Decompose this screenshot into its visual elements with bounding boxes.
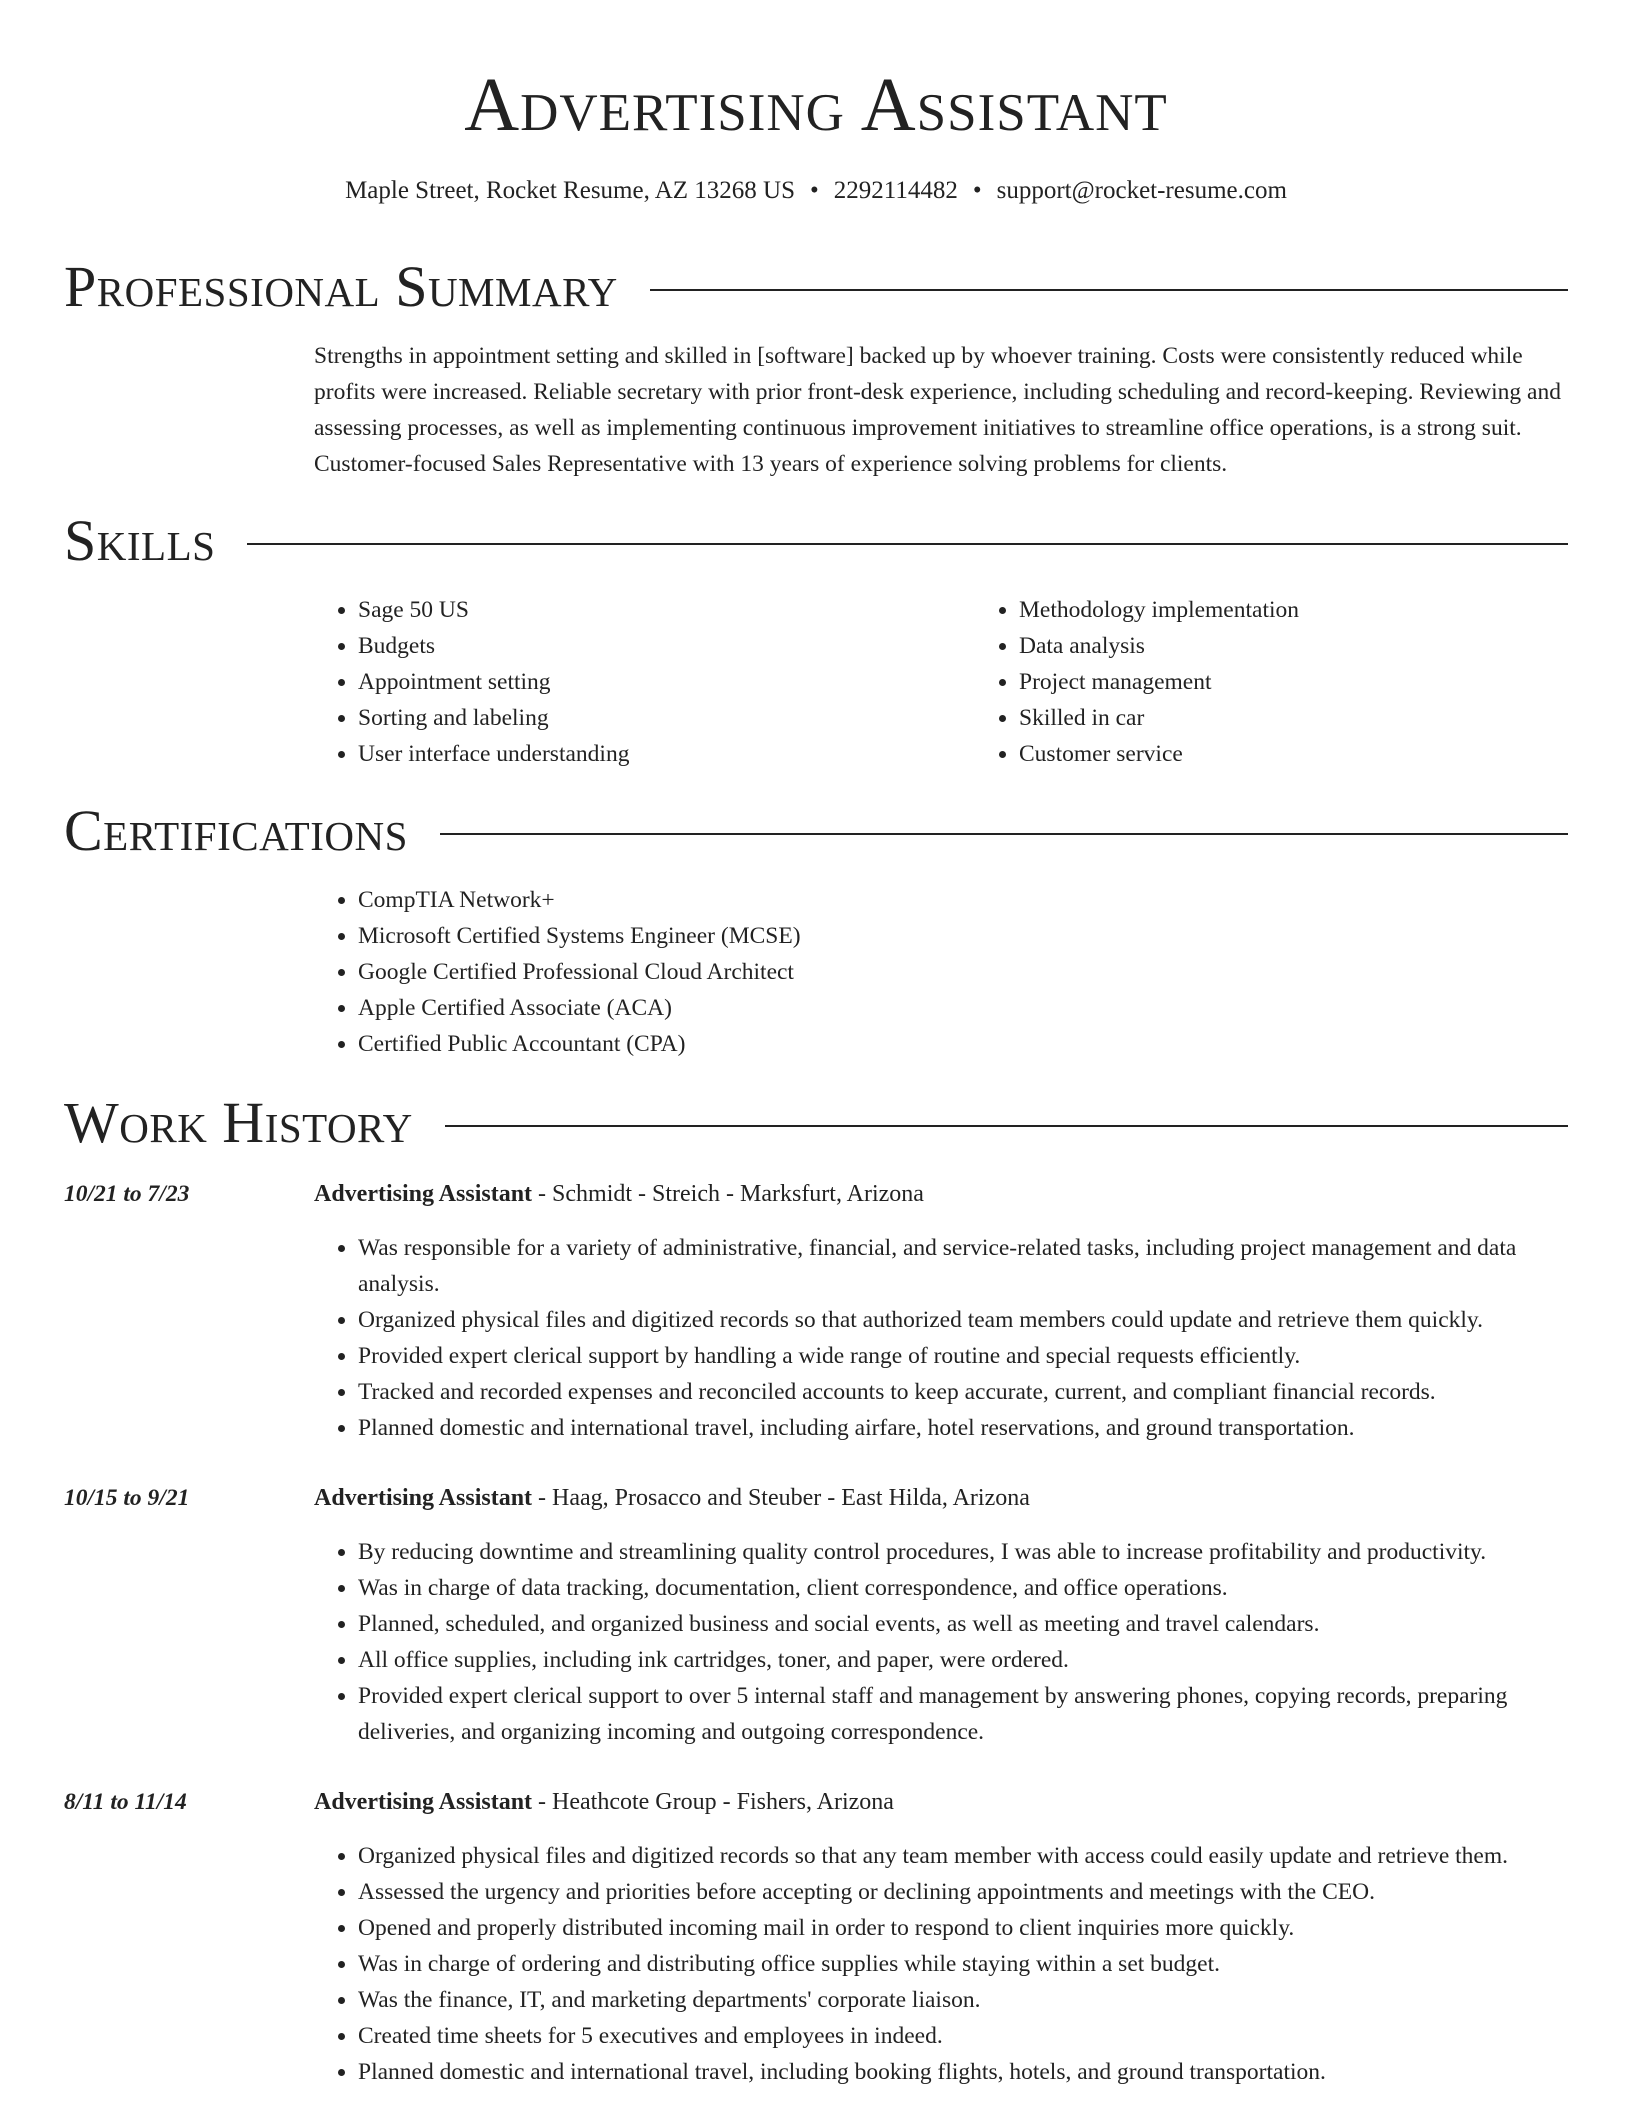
summary-text: Strengths in appointment setting and skilled in [software] backed up by whoever training. Costs were consistently reduced while profits were increased. Reliable secretary with prior front-desk experience, including scheduling and record-keeping. Reviewing and assessing processes, as well as implementing continuous improvement initiatives to streamline office operations, is a strong suit. Customer-focused Sales Representative with 13 years of experience solving problems for clients. bbox=[314, 343, 1561, 477]
skill-item: • Appointment setting bbox=[358, 664, 975, 700]
job-duty-item: • All office supplies, including ink cartridges, toner, and paper, were ordered. bbox=[358, 1642, 1568, 1678]
certifications-section bbox=[314, 882, 1568, 1062]
skill-item: • Sage 50 US bbox=[358, 592, 975, 628]
skill-item: • Customer service bbox=[1019, 736, 1632, 772]
skills-grid bbox=[314, 592, 1568, 772]
skills-list-right bbox=[975, 592, 1632, 772]
contact-separator: • bbox=[972, 177, 982, 204]
contact-address: Maple Street, Rocket Resume, AZ 13268 US bbox=[345, 177, 796, 204]
job-duty-item: • Tracked and recorded expenses and reconciled accounts to keep accurate, current, and compliant financial records. bbox=[358, 1374, 1568, 1410]
certification-item: • Apple Certified Associate (ACA) bbox=[358, 990, 1568, 1026]
job-duty-item: • Was in charge of ordering and distributing office supplies while staying within a set budget. bbox=[358, 1946, 1568, 1982]
section-title-certifications: Certifications bbox=[64, 798, 408, 863]
section-header-skills bbox=[64, 508, 1568, 574]
section-divider bbox=[445, 1125, 1568, 1127]
job-entry bbox=[314, 1784, 1568, 2090]
job-duties-list bbox=[314, 1838, 1568, 2090]
certification-item: • Google Certified Professional Cloud Architect bbox=[358, 954, 1568, 990]
certifications-list bbox=[314, 882, 1568, 1062]
job-duty-item: • Was responsible for a variety of administrative, financial, and service-related tasks, including project management and data analysis. bbox=[358, 1230, 1568, 1302]
certification-item: • Certified Public Accountant (CPA) bbox=[358, 1026, 1568, 1062]
section-header-certifications bbox=[64, 798, 1568, 864]
resume-title: Advertising Assistant bbox=[464, 63, 1168, 147]
job-duty-item: • Was in charge of data tracking, documentation, client correspondence, and office operations. bbox=[358, 1570, 1568, 1606]
job-duty-item: • Provided expert clerical support to over 5 internal staff and management by answering phones, copying records, preparing deliveries, and organizing incoming and outgoing correspondence. bbox=[358, 1678, 1568, 1750]
job-duty-item: • Provided expert clerical support by handling a wide range of routine and special requests efficiently. bbox=[358, 1338, 1568, 1374]
section-title-work-history: Work History bbox=[64, 1090, 413, 1155]
job-employer-location: - Heathcote Group - Fishers, Arizona bbox=[532, 1789, 894, 1815]
section-divider bbox=[440, 833, 1568, 835]
skill-item: • Sorting and labeling bbox=[358, 700, 975, 736]
job-dates: 8/11 to 11/14 bbox=[64, 1789, 187, 1815]
section-header-work-history bbox=[64, 1090, 1568, 1156]
job-title: Advertising Assistant bbox=[314, 1485, 533, 1511]
job-duties-list bbox=[314, 1534, 1568, 1750]
contact-separator: • bbox=[810, 177, 819, 204]
contact-line bbox=[0, 174, 1632, 208]
contact-email: support@rocket-resume.com bbox=[996, 177, 1287, 204]
job-duty-item: • Was the finance, IT, and marketing departments' corporate liaison. bbox=[358, 1982, 1568, 2018]
job-title: Advertising Assistant bbox=[314, 1181, 533, 1207]
skill-item: • User interface understanding bbox=[358, 736, 975, 772]
job-entry bbox=[314, 1480, 1568, 1750]
job-header bbox=[314, 1176, 1568, 1212]
skill-item: • Data analysis bbox=[1019, 628, 1632, 664]
job-duty-item: • Opened and properly distributed incoming mail in order to respond to client inquiries more quickly. bbox=[358, 1910, 1568, 1946]
contact-phone: 2292114482 bbox=[833, 177, 958, 204]
job-entry bbox=[314, 1176, 1568, 1446]
job-duty-item: • Organized physical files and digitized records so that authorized team members could update and retrieve them quickly. bbox=[358, 1302, 1568, 1338]
job-duty-item: • Planned domestic and international travel, including booking flights, hotels, and ground transportation. bbox=[358, 2054, 1568, 2090]
job-employer-location: - Schmidt - Streich - Marksfurt, Arizona bbox=[532, 1181, 924, 1207]
job-duty-item: • By reducing downtime and streamlining quality control procedures, I was able to increase profitability and productivity. bbox=[358, 1534, 1568, 1570]
skill-item: • Methodology implementation bbox=[1019, 592, 1632, 628]
section-title-summary: Professional Summary bbox=[64, 254, 618, 319]
job-duty-item: • Created time sheets for 5 executives and employees in indeed. bbox=[358, 2018, 1568, 2054]
certification-item: • Microsoft Certified Systems Engineer (MCSE) bbox=[358, 918, 1568, 954]
job-duty-item: • Planned domestic and international travel, including airfare, hotel reservations, and ground transportation. bbox=[358, 1410, 1568, 1446]
job-header bbox=[314, 1480, 1568, 1516]
job-employer-location: - Haag, Prosacco and Steuber - East Hilda, Arizona bbox=[532, 1485, 1030, 1511]
job-dates: 10/15 to 9/21 bbox=[64, 1485, 190, 1511]
skills-list-left bbox=[314, 592, 975, 772]
section-divider bbox=[247, 543, 1568, 545]
skill-item: • Skilled in car bbox=[1019, 700, 1632, 736]
job-title: Advertising Assistant bbox=[314, 1789, 533, 1815]
skills-section bbox=[314, 592, 1568, 772]
section-divider bbox=[650, 289, 1568, 291]
section-title-skills: Skills bbox=[64, 508, 216, 573]
summary-section bbox=[314, 338, 1568, 482]
section-header-summary bbox=[64, 254, 1568, 320]
job-header bbox=[314, 1784, 1568, 1820]
certification-item: • CompTIA Network+ bbox=[358, 882, 1568, 918]
job-dates: 10/21 to 7/23 bbox=[64, 1181, 190, 1207]
job-duty-item: • Planned, scheduled, and organized business and social events, as well as meeting and travel calendars. bbox=[358, 1606, 1568, 1642]
skill-item: • Budgets bbox=[358, 628, 975, 664]
job-duty-item: • Assessed the urgency and priorities before accepting or declining appointments and meetings with the CEO. bbox=[358, 1874, 1568, 1910]
skill-item: • Project management bbox=[1019, 664, 1632, 700]
job-duties-list bbox=[314, 1230, 1568, 1446]
job-duty-item: • Organized physical files and digitized records so that any team member with access could easily update and retrieve them. bbox=[358, 1838, 1568, 1874]
